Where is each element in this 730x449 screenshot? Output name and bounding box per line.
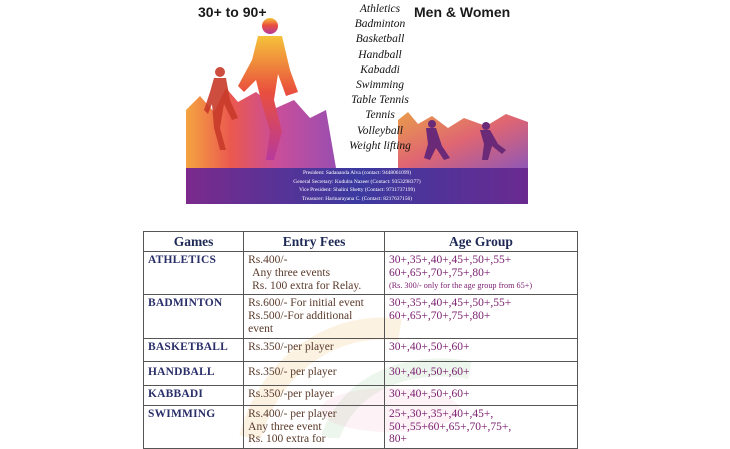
age-line: 30+,35+,40+,45+,50+,55+ [388,254,512,266]
age-group [384,252,577,295]
age-line: 50+,55+60+,65+,70+,75+, [388,420,512,433]
header-age-group: Age Group [384,232,577,252]
age-line: 60+,65+,70+,75+,80+ [388,266,491,279]
age-group [384,405,577,448]
entry-fee [244,405,385,448]
table-row [144,295,578,338]
game-name: BADMINTON [144,295,244,338]
table-header-row [144,232,578,252]
sport-item: Table Tennis [351,94,409,107]
age-group [384,338,577,361]
table-row [144,361,578,385]
age-range-label: 30+ to 90+ [198,4,267,20]
sport-item: Basketball [355,33,405,46]
fee-line: Rs.350/-per player [248,340,334,353]
age-line: 30+,40+,50+,60+ [388,340,470,353]
audience-label: Men & Women [414,4,511,20]
sport-item: Tennis [365,109,395,122]
age-line: 25+,30+,35+,40+,45+, [388,407,494,420]
fee-line: Rs. 100 extra for Relay. [252,279,362,292]
age-line: 30+,40+,50+,60+ [388,387,470,400]
fee-line: event [248,322,274,335]
committee-line: Treasurer: Harinarayana C. (Contact: 8217637156) [301,195,413,202]
fee-line: Any three event [248,420,322,433]
header-games: Games [144,232,244,252]
event-poster [186,0,528,204]
game-name: HANDBALL [144,361,244,385]
entry-fees-table [143,231,578,449]
fee-line: Any three events [252,266,331,279]
age-line: 30+,40+,50+,60+ [388,365,470,378]
fee-line: Rs.600/- For initial event [248,297,364,310]
fee-line: Rs.500/-For additional [248,310,353,323]
fee-line: Rs.400/- [248,254,288,266]
fee-line: Rs.350/- per player [248,365,337,378]
table-row [144,252,578,295]
entry-fee [244,338,385,361]
age-note: (Rs. 300/- only for the age group from 65+) [388,280,533,290]
table-row [144,405,578,448]
game-name: ATHLETICS [144,252,244,295]
sport-item: Volleyball [357,124,403,137]
age-line: 80+ [388,433,407,446]
sport-item: Athletics [359,3,401,15]
game-name: BASKETBALL [144,338,244,361]
sport-item: Badminton [354,18,406,31]
age-group [384,361,577,385]
committee-line: President: Sadananda Alva (contact: 9448061099) [302,170,412,176]
age-group [384,295,577,338]
entry-fee [244,385,385,405]
age-line: 60+,65+,70+,75+,80+ [388,310,491,323]
sport-item: Kabaddi [360,63,400,76]
sport-item: Handball [358,48,402,61]
age-line: 30+,35+,40+,45+,50+,55+ [388,297,512,310]
committee-line: General Secretary: Kudulra Nazeer (Contact: 9353298377) [293,178,421,185]
entry-fee [244,252,385,295]
table-row [144,385,578,405]
game-name: KABBADI [144,385,244,405]
age-group [384,385,577,405]
committee-line: Vice President: Shalini Shetty (Contact: 9731737199) [298,187,415,194]
header-entry-fees: Entry Fees [244,232,385,252]
fee-line: Rs.350/-per player [248,387,334,400]
entry-fee [244,361,385,385]
game-name: SWIMMING [144,405,244,448]
sports-list [330,2,430,154]
committee-contacts [186,168,528,204]
table-row [144,338,578,361]
sport-item: Weight lifting [349,139,411,152]
fee-line: Rs.400/- per player [248,407,337,420]
fee-line: Rs. 100 extra for [248,433,326,446]
entry-fee [244,295,385,338]
sport-item: Swimming [356,79,404,92]
